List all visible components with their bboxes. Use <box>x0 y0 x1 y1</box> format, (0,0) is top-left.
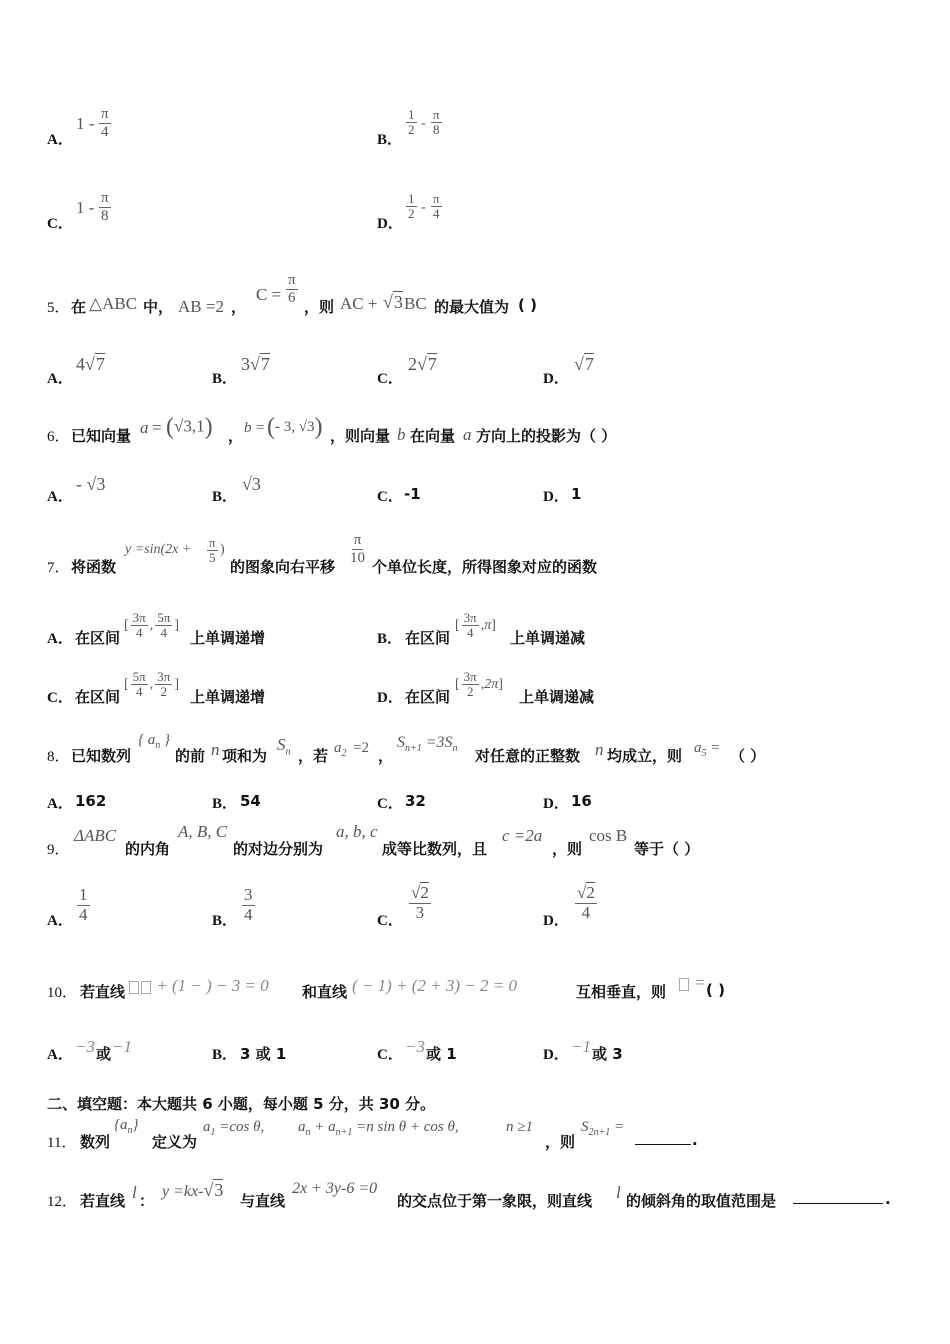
q7-option-c-r-num: 3π <box>157 669 171 684</box>
q9-option-a-frac <box>77 886 90 924</box>
q11-def-1 <box>203 1119 264 1138</box>
q7-option-b-r: π <box>484 618 492 634</box>
q12-line-l-ref: l <box>616 1183 621 1202</box>
q11-answer-blank[interactable] <box>635 1130 691 1145</box>
q8-n: n <box>211 740 220 759</box>
q8-a2-rhs: =2 <box>353 740 369 756</box>
placeholder-box-icon <box>129 981 139 994</box>
q8-option-c-value: 32 <box>405 792 426 810</box>
q8-option-a-value: 162 <box>75 792 107 810</box>
q10-option-b-mid: 3 或 1 <box>240 1045 287 1063</box>
q7-option-c-post: 上单调递增 <box>190 688 266 706</box>
q9-option-b-label: B． <box>212 913 238 929</box>
q7-option-d-r: 2π <box>484 677 499 693</box>
q10-text-3: 互相垂直，则 <box>576 983 667 1001</box>
q4-option-a-label: A． <box>47 132 73 148</box>
q11-end: . <box>692 1131 698 1149</box>
q4-option-b-lead-frac <box>406 108 417 138</box>
q7-shift-frac <box>348 532 367 566</box>
q6-option-c-label: C． <box>377 489 403 505</box>
q12-line-l: l <box>132 1183 137 1202</box>
q8-text-1: 已知数列 <box>71 747 132 765</box>
q8-option-c-label: C． <box>377 796 403 812</box>
q7-option-c-pre: 在区间 <box>75 688 121 706</box>
q7-option-a-r-den: 4 <box>160 625 168 641</box>
q7-option-c-r-den: 2 <box>160 684 168 700</box>
q6-vector-a: a <box>140 418 149 437</box>
q11-seq <box>114 1117 139 1136</box>
q8-text-2: 的前 <box>175 747 206 765</box>
q5-option-d-rad: 7 <box>584 354 594 374</box>
q7-option-d-pre: 在区间 <box>405 688 451 706</box>
q7-option-c-l-den: 4 <box>135 684 143 700</box>
q9-triangle: ΔABC <box>74 826 117 845</box>
q9-option-d-num: 2 <box>586 883 595 902</box>
q6-vector-b: b <box>244 420 252 436</box>
q7-number: 7． <box>47 560 70 576</box>
q7-option-b-interval: [ $\frac{3\pi}{4}$ ,π] <box>455 610 496 641</box>
q6-text-4: 方向上的投影为（ ） <box>476 427 617 445</box>
q11-condition: n ≥1 <box>506 1119 533 1135</box>
q8-option-b-value: 54 <box>240 792 261 810</box>
q5-option-c-coef: 2 <box>408 354 417 374</box>
q5-option-c-label: C． <box>377 371 403 387</box>
q11-def2-sub2: n+1 <box>335 1127 353 1138</box>
q7-option-c-label: C． <box>47 690 73 706</box>
q11-number: 11． <box>47 1135 77 1151</box>
q7-text-1: 将函数 <box>71 558 117 576</box>
q5-option-a-value: 4√7 <box>76 354 105 374</box>
q10-line-1 <box>128 976 269 996</box>
q5-option-b-label: B． <box>212 371 238 387</box>
q8-rec-sub: n+1 <box>405 743 422 755</box>
q11-def2-a: a <box>298 1119 306 1135</box>
q10-option-c-label: C． <box>377 1047 403 1063</box>
q5-expr-1: AC + <box>340 294 378 313</box>
q4-option-a-num: π <box>101 106 109 122</box>
q7-func-frac <box>207 536 218 566</box>
q8-text-6: 对任意的正整数 <box>475 747 581 765</box>
q5-answer-paren: ( ) <box>518 296 537 314</box>
q9-text-4: ，则 <box>552 840 583 858</box>
q8-rec-s: S <box>397 734 405 751</box>
q9-text-3: 成等比数列，且 <box>382 840 488 858</box>
q6-b-val: - 3, √3 <box>275 418 315 435</box>
q10-option-d-v1: −1 <box>571 1037 591 1056</box>
q7-option-b-l-num: 3π <box>463 610 477 625</box>
q8-text-5: ， <box>378 747 394 765</box>
q8-number: 8． <box>47 749 70 765</box>
q12-text-1: 若直线 <box>80 1192 126 1210</box>
q7-option-a-post: 上单调递增 <box>190 629 266 647</box>
q4-option-c-den: 8 <box>101 207 109 224</box>
q5-text-4: ，则 <box>304 298 335 316</box>
q6-option-b-label: B． <box>212 489 238 505</box>
q10-option-a-v2: −1 <box>112 1037 132 1056</box>
q4-option-c-lead: 1 - <box>76 198 95 217</box>
q9-option-b-num: 3 <box>244 885 253 904</box>
q10-eq <box>678 973 706 993</box>
q4-option-d-frac <box>431 192 442 222</box>
q11-text-2: 定义为 <box>152 1133 198 1151</box>
q7-option-a-label: A． <box>47 631 73 647</box>
q4-option-b-num: π <box>433 107 440 122</box>
q5-option-c-value: 2√7 <box>408 354 437 374</box>
q5-text-5: 的最大值为 <box>434 298 510 316</box>
q5-option-b-rad: 7 <box>260 354 270 374</box>
q6-option-a-label: A． <box>47 489 73 505</box>
q4-option-a-den: 4 <box>101 123 109 140</box>
q5-text-3: ， <box>231 298 247 316</box>
q10-text-1: 若直线 <box>80 983 126 1001</box>
q8-text-7: 均成立，则 <box>607 747 683 765</box>
q9-text-1: 的内角 <box>125 840 171 858</box>
placeholder-box-icon <box>679 978 689 991</box>
q9-sides: a, b, c <box>336 822 378 841</box>
q5-number: 5． <box>47 300 70 316</box>
q11-sum-eq: = <box>614 1119 625 1135</box>
q5-text-2: 中， <box>143 298 174 316</box>
q8-seq-a: a <box>147 732 156 748</box>
q4-option-c-label: C． <box>47 216 73 232</box>
q7-option-a-r-num: 5π <box>157 610 171 625</box>
q6-a-val: √3,1 <box>174 416 205 436</box>
q10-option-a-label: A． <box>47 1047 73 1063</box>
q7-option-c-interval: [ $\frac{5\pi}{4}$ , $\frac{3\pi}{2}$ ] <box>124 669 179 700</box>
q9-option-c-label: C． <box>377 913 403 929</box>
q6-a-value: (√3,1) <box>166 414 213 440</box>
q10-number: 10． <box>47 985 78 1001</box>
q7-option-b-post: 上单调递减 <box>510 629 586 647</box>
q12-end: . <box>885 1190 891 1208</box>
q10-option-d-mid: 或 3 <box>592 1045 623 1063</box>
q11-sum-sub: 2n+1 <box>588 1127 611 1138</box>
q7-option-d-post: 上单调递减 <box>519 688 595 706</box>
q9-option-c-den: 3 <box>415 902 425 922</box>
q5-ab: AB =2 <box>178 297 224 316</box>
q12-text-3: 的交点位于第一象限，则直线 <box>397 1192 593 1210</box>
q5-option-d-value: √7 <box>574 354 594 374</box>
q8-recurrence <box>397 734 458 754</box>
q12-number: 12． <box>47 1194 78 1210</box>
q7-text-2: 的图象向右平移 <box>230 558 336 576</box>
q10-text-4: ( ) <box>706 981 725 999</box>
q5-c-num: π <box>288 272 296 288</box>
q7-option-b-label: B． <box>377 631 403 647</box>
q4-option-d-num: π <box>433 191 440 206</box>
q9-target: cos B <box>589 826 628 845</box>
q7-option-c-l-num: 5π <box>132 669 146 684</box>
q6-option-c-value: -1 <box>404 485 421 503</box>
q11-sum-s: S <box>581 1119 589 1135</box>
q5-option-a-label: A． <box>47 371 73 387</box>
q10-option-d-label: D． <box>543 1047 569 1063</box>
q5-c-den: 6 <box>288 289 296 306</box>
q11-seq-a: {a <box>114 1117 128 1133</box>
q10-text-2: 和直线 <box>302 983 348 1001</box>
q11-def1-rhs: =cos θ, <box>219 1119 265 1135</box>
q4-option-d-lead-frac <box>406 192 417 222</box>
q6-text-3: 在向量 <box>410 427 456 445</box>
q7-option-d-l-num: 3π <box>463 669 477 684</box>
q8-option-d-value: 16 <box>571 792 592 810</box>
q5-option-b-value: 3√7 <box>241 354 270 374</box>
q10-option-b-label: B． <box>212 1047 238 1063</box>
q9-text-2: 的对边分别为 <box>233 840 324 858</box>
q8-seq: { $a_n$ } <box>138 732 170 751</box>
q12-line1-text: y =kx- <box>162 1183 204 1200</box>
q7-option-a-l-den: 4 <box>135 625 143 641</box>
q5-expr-2: BC <box>404 294 427 313</box>
q4-option-d-lead-num: 1 <box>408 191 415 206</box>
q8-a2 <box>334 740 347 759</box>
q7-option-b-l-den: 4 <box>466 625 474 641</box>
q5-option-a-coef: 4 <box>76 354 85 374</box>
q10-eq-sign: = <box>694 973 706 992</box>
q9-option-c-frac: $\frac{√2}{3}$ <box>411 883 429 922</box>
q5-option-d-label: D． <box>543 371 569 387</box>
q9-condition: c =2a <box>502 826 543 845</box>
q4-option-b-lead-den: 2 <box>408 122 415 138</box>
q7-option-d-interval: [ $\frac{3\pi}{2}$ ,2π] <box>455 669 503 700</box>
q8-a2-sub: 2 <box>341 748 347 759</box>
q8-a5-sub: 5 <box>701 748 707 759</box>
q11-seq-close: } <box>132 1117 139 1133</box>
q9-option-d-frac: $\frac{√2}{4}$ <box>577 883 595 922</box>
q10-option-c-v1: −3 <box>405 1037 425 1056</box>
q8-a2-a: a <box>334 740 342 756</box>
q7-option-d-l-den: 2 <box>466 684 474 700</box>
q8-seq-sub: n <box>155 740 161 751</box>
q6-sep: ， <box>228 427 244 445</box>
q6-a-eq: = <box>152 418 162 437</box>
q8-a5 <box>694 740 720 759</box>
section-2-title: 二、填空题：本大题共 6 小题，每小题 5 分，共 30 分。 <box>47 1095 436 1113</box>
q8-option-d-label: D． <box>543 796 569 812</box>
q6-b-eq: = <box>256 420 265 436</box>
q8-sum <box>277 735 291 757</box>
q5-expr-rad: 3 <box>393 292 403 312</box>
q8-sum-s: S <box>277 735 286 754</box>
q12-line-2: 2x + 3y-6 =0 <box>292 1180 378 1197</box>
q12-line-1: y =kx-√3 <box>162 1180 224 1200</box>
q9-text-5: 等于（ ） <box>634 840 700 858</box>
q9-option-a-label: A． <box>47 913 73 929</box>
q6-option-a-value: - √3 <box>76 474 106 494</box>
q9-number: 9． <box>47 842 70 858</box>
q7-option-a-interval: [ $\frac{3\pi}{4}$ , $\frac{5\pi}{4}$ ] <box>124 610 179 641</box>
q6-a-ref: a <box>463 425 472 444</box>
q11-sum <box>581 1119 624 1138</box>
q7-option-a-l-num: 3π <box>132 610 146 625</box>
q10-option-c-mid: 或 1 <box>426 1045 457 1063</box>
q5-triangle: △ABC <box>89 294 138 313</box>
q7-func-lhs <box>125 542 191 558</box>
q8-text-3: 项和为 <box>222 747 268 765</box>
q5-c-frac <box>286 272 298 306</box>
q4-option-b-den: 8 <box>433 122 440 138</box>
q10-line-2: ( − 1) + (2 + 3) − 2 = 0 <box>352 976 518 995</box>
q12-answer-blank[interactable] <box>793 1189 883 1204</box>
q9-angles: A, B, C <box>178 822 228 841</box>
q7-option-b-pre: 在区间 <box>405 629 451 647</box>
q7-func-den: 5 <box>209 550 216 566</box>
q11-seq-sub: n <box>127 1125 133 1136</box>
q6-text-1: 已知向量 <box>71 427 132 445</box>
q7-shift-num: π <box>353 532 362 548</box>
q8-a5-a: a <box>694 740 702 756</box>
q5-option-c-rad: 7 <box>427 354 437 374</box>
q9-option-d-den: 4 <box>581 902 591 922</box>
q11-def1-a: a <box>203 1119 211 1135</box>
q11-def2-rhs: =n sin θ + cos θ, <box>356 1119 459 1135</box>
q9-option-a-num: 1 <box>79 885 88 904</box>
q7-func-num: π <box>209 535 216 550</box>
q4-option-b-lead-num: 1 <box>408 107 415 122</box>
q4-option-d-den: 4 <box>433 206 440 222</box>
q9-option-b-den: 4 <box>244 904 253 924</box>
placeholder-box-icon <box>141 981 151 994</box>
q6-b-value: (- 3, √3) <box>267 414 323 440</box>
q7-shift-den: 10 <box>350 549 365 566</box>
q8-text-8: （ ） <box>730 747 766 765</box>
q8-option-a-label: A． <box>47 796 73 812</box>
q5-option-b-coef: 3 <box>241 354 250 374</box>
q7-option-d-label: D． <box>377 690 403 706</box>
q7-func-lhs-text: y =sin(2x + <box>125 542 192 557</box>
q10-option-a-v1: −3 <box>75 1037 95 1056</box>
q6-b-ref: b <box>397 425 406 444</box>
q4-option-b-frac <box>431 108 442 138</box>
q11-text-3: ，则 <box>545 1133 576 1151</box>
q9-option-d-label: D． <box>543 913 569 929</box>
q5-option-a-rad: 7 <box>95 354 105 374</box>
q12-text-4: 的倾斜角的取值范围是 <box>626 1192 777 1210</box>
q6-number: 6． <box>47 429 70 445</box>
q11-def-2 <box>298 1119 459 1138</box>
q8-rec-eq: =3S <box>425 734 453 751</box>
q7-func-rhs: ) <box>220 542 225 557</box>
q4-option-a-lead: 1 - <box>76 114 95 133</box>
q11-text-1: 数列 <box>80 1133 111 1151</box>
q4-option-b-label: B． <box>377 132 403 148</box>
q4-option-b-minus: - <box>421 116 426 131</box>
q8-rec-sub2: n <box>452 743 458 755</box>
q11-def2-mid: + a <box>314 1119 336 1135</box>
q4-option-d-lead-den: 2 <box>408 206 415 222</box>
q12-line1-rad: 3 <box>214 1180 224 1200</box>
q8-text-4: ，若 <box>298 747 329 765</box>
q9-option-a-den: 4 <box>79 904 88 924</box>
q8-sum-sub: n <box>285 746 291 758</box>
q5-c-lhs: C = <box>256 285 282 304</box>
q5-expr-sqrt: √3 <box>383 292 403 312</box>
q12-text-2: 与直线 <box>240 1192 286 1210</box>
q8-a5-eq: = <box>710 740 721 756</box>
q6-option-d-label: D． <box>543 489 569 505</box>
q7-text-3: 个单位长度，所得图象对应的函数 <box>372 558 598 576</box>
q6-option-d-value: 1 <box>571 485 582 503</box>
q9-option-b-frac <box>242 886 255 924</box>
q4-option-d-label: D． <box>377 216 403 232</box>
q10-option-a-mid: 或 <box>96 1045 112 1063</box>
q8-option-b-label: B． <box>212 796 238 812</box>
q8-n-2: n <box>595 740 604 759</box>
q4-option-a-frac <box>99 106 111 140</box>
q4-option-c-frac <box>99 190 111 224</box>
q11-def2-sub: n <box>305 1127 311 1138</box>
q6-text-2: ，则向量 <box>330 427 391 445</box>
q4-option-d-minus: - <box>421 200 426 215</box>
q9-option-c-num: 2 <box>420 883 429 902</box>
q7-option-a-pre: 在区间 <box>75 629 121 647</box>
q6-option-b-value: √3 <box>242 474 261 494</box>
q12-colon: ： <box>139 1192 155 1210</box>
q10-line-1-text: + (1 − ) − 3 = 0 <box>156 976 269 995</box>
q11-def1-sub: 1 <box>210 1127 216 1138</box>
q5-text-1: 在 <box>71 298 87 316</box>
q4-option-c-num: π <box>101 190 109 206</box>
